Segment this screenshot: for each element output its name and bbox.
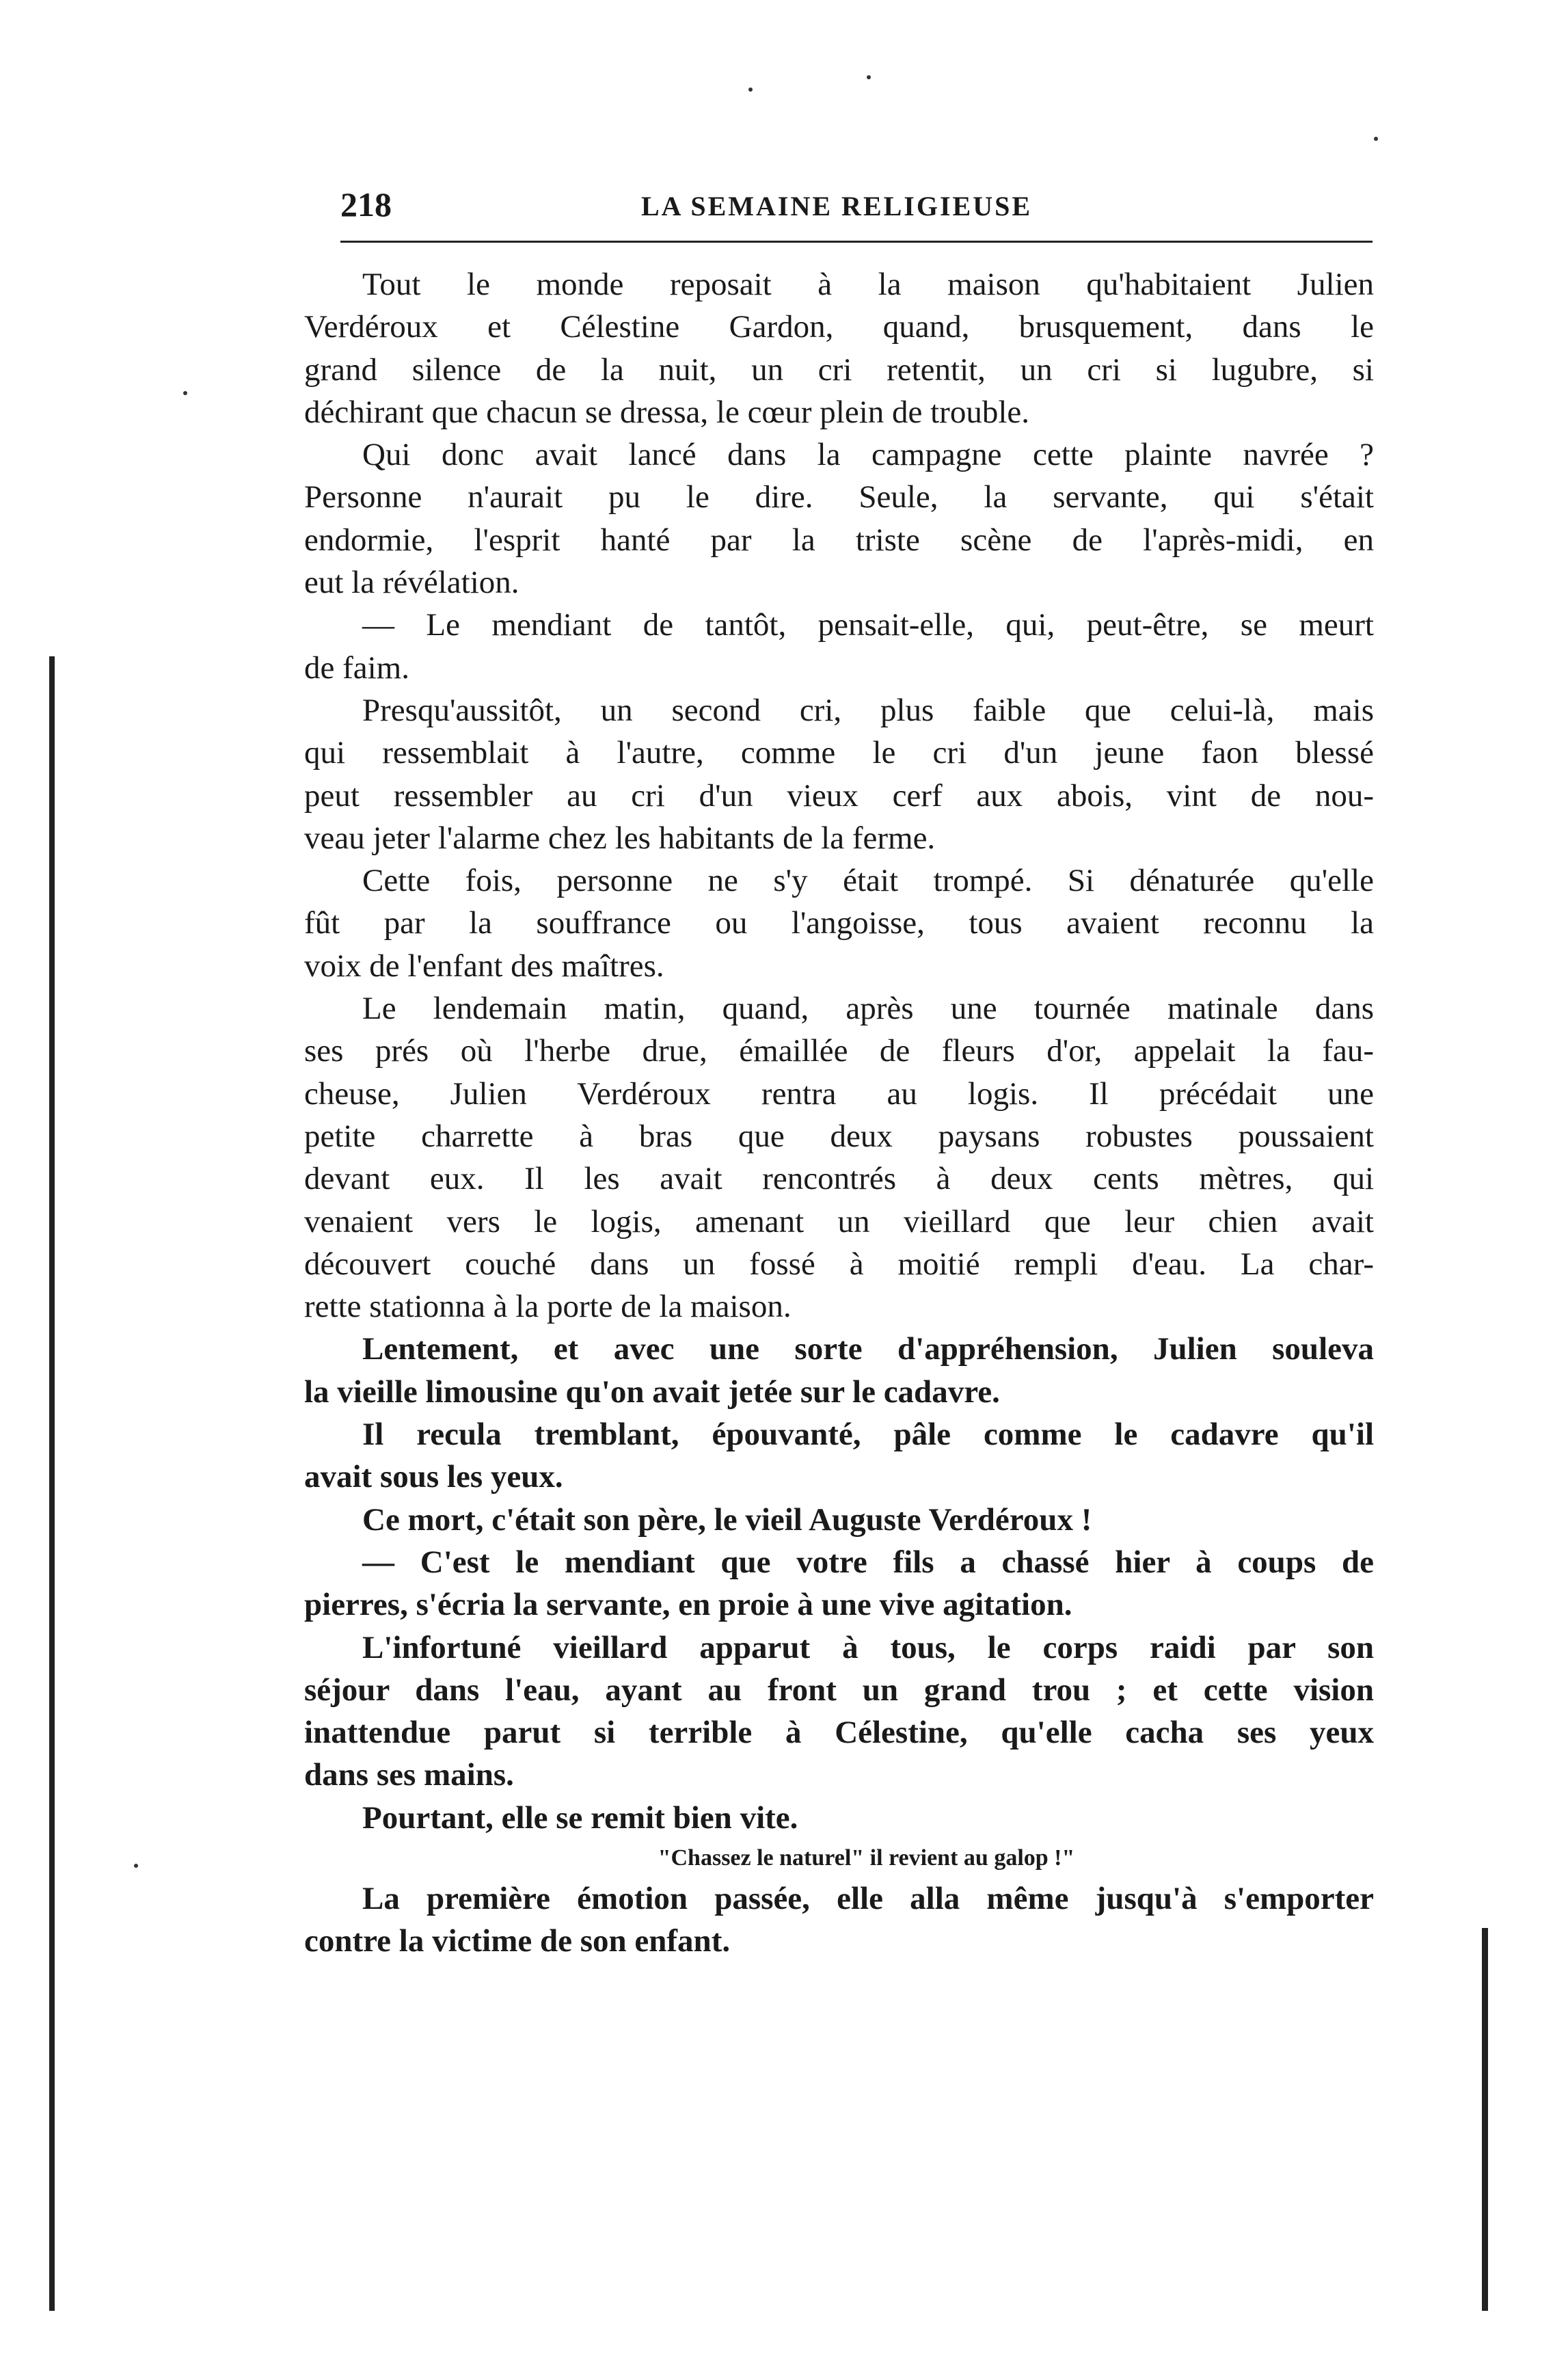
text-line: endormie, l'esprit hanté par la triste scène de l'après-midi, en	[304, 522, 1374, 558]
text-line: venaient vers le logis, amenant un vieillard que leur chien avait	[304, 1203, 1374, 1240]
text-line: La première émotion passée, elle alla même jusqu'à s'emporter	[362, 1880, 1374, 1916]
text-line: séjour dans l'eau, ayant au front un grand trou ; et cette vision	[304, 1672, 1374, 1708]
text-line: ses prés où l'herbe drue, émaillée de fleurs d'or, appelait la fau-	[304, 1033, 1374, 1069]
body-text	[304, 263, 1374, 1963]
scan-edge-left	[49, 656, 55, 2311]
text-line: Cette fois, personne ne s'y était trompé. Si dénaturée qu'elle	[362, 863, 1374, 899]
text-line: Ce mort, c'était son père, le vieil Auguste Verdéroux !	[362, 1501, 1092, 1538]
scan-speck	[1374, 137, 1378, 141]
scan-speck	[867, 75, 871, 79]
text-line: petite charrette à bras que deux paysans robustes poussaient	[304, 1118, 1374, 1154]
text-line: — Le mendiant de tantôt, pensait-elle, qui, peut-être, se meurt	[362, 607, 1374, 643]
text-line: cheuse, Julien Verdéroux rentra au logis. Il précédait une	[304, 1075, 1374, 1112]
text-line: veau jeter l'alarme chez les habitants de la ferme.	[304, 820, 936, 856]
text-line: — C'est le mendiant que votre fils a chassé hier à coups de	[362, 1544, 1374, 1580]
scan-speck	[183, 391, 187, 395]
scan-speck	[134, 1864, 138, 1868]
scan-speck	[748, 88, 753, 92]
text-line: Il recula tremblant, épouvanté, pâle comme le cadavre qu'il	[362, 1417, 1374, 1453]
header-rule	[340, 241, 1373, 243]
scan-edge-right	[1482, 1928, 1488, 2311]
text-line: Qui donc avait lancé dans la campagne cette plainte navrée ?	[362, 437, 1374, 473]
text-line: inattendue parut si terrible à Célestine, qu'elle cacha ses yeux	[304, 1715, 1374, 1751]
running-title: LA SEMAINE RELIGIEUSE	[641, 191, 1033, 222]
quotation-line: "Chassez le naturel" il revient au galop !"	[658, 1845, 1075, 1871]
text-line: devant eux. Il les avait rencontrés à deux cents mètres, qui	[304, 1161, 1374, 1197]
page-number: 218	[340, 185, 392, 224]
page-header	[340, 185, 1373, 226]
text-line: Lentement, et avec une sorte d'appréhension, Julien souleva	[362, 1331, 1374, 1367]
text-line: Le lendemain matin, quand, après une tournée matinale dans	[362, 991, 1374, 1027]
text-line: qui ressemblait à l'autre, comme le cri d'un jeune faon blessé	[304, 735, 1374, 771]
text-line: peut ressembler au cri d'un vieux cerf aux abois, vint de nou-	[304, 777, 1374, 814]
text-line: avait sous les yeux.	[304, 1459, 563, 1495]
text-line: déchirant que chacun se dressa, le cœur plein de trouble.	[304, 394, 1029, 430]
text-line: découvert couché dans un fossé à moitié rempli d'eau. La char-	[304, 1246, 1374, 1282]
text-line: contre la victime de son enfant.	[304, 1923, 731, 1959]
text-line: rette stationna à la porte de la maison.	[304, 1289, 792, 1325]
text-line: Presqu'aussitôt, un second cri, plus faible que celui-là, mais	[362, 692, 1374, 728]
text-line: grand silence de la nuit, un cri retentit, un cri si lugubre, si	[304, 351, 1374, 388]
text-line: fût par la souffrance ou l'angoisse, tous avaient reconnu la	[304, 905, 1374, 941]
text-line: voix de l'enfant des maîtres.	[304, 948, 664, 984]
text-line: la vieille limousine qu'on avait jetée sur le cadavre.	[304, 1374, 1000, 1410]
text-line: L'infortuné vieillard apparut à tous, le corps raidi par son	[362, 1629, 1374, 1665]
text-line: Verdéroux et Célestine Gardon, quand, brusquement, dans le	[304, 309, 1374, 345]
text-line: Personne n'aurait pu le dire. Seule, la servante, qui s'était	[304, 479, 1374, 515]
text-line: eut la révélation.	[304, 565, 519, 601]
text-line: pierres, s'écria la servante, en proie à une vive agitation.	[304, 1587, 1072, 1623]
text-line: de faim.	[304, 649, 409, 686]
text-line: dans ses mains.	[304, 1757, 514, 1793]
text-line: Pourtant, elle se remit bien vite.	[362, 1799, 798, 1836]
text-line: Tout le monde reposait à la maison qu'habitaient Julien	[362, 267, 1374, 302]
